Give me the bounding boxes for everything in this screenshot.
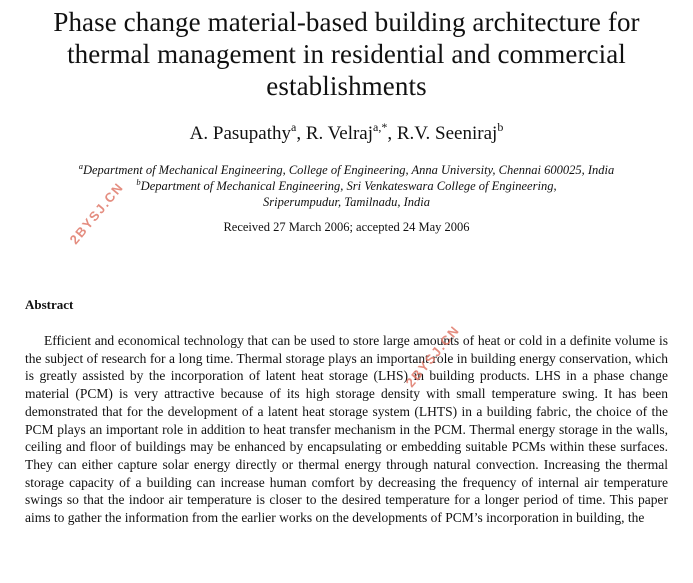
author-affiliation-mark: b	[497, 120, 504, 134]
abstract-heading: Abstract	[25, 297, 74, 312]
author-affiliation-mark: a	[291, 120, 297, 134]
abstract-body: Efficient and economical technology that can be used to store large amounts of heat or cold in a definite volume is the subject of research for a long time. Thermal storage plays an important role in building energy conservation, which is greatly assisted by the incorporation of latent heat storage (LHS) in building products. LHS in a phase change material (PCM) is very attractive because of its high storage density with small temperature swing. It has been demonstrated that for the development of a latent heat storage system (LHTS) in a building fabric, the choice of the PCM plays an important role in addition to heat transfer mechanism in the PCM. Thermal energy storage in the walls, ceiling and floor of buildings may be enhanced by encapsulating or embedding suitable PCMs within these surfaces. They can either capture solar energy directly or thermal energy through natural convection. Increasing the thermal storage capacity of a building can increase human comfort by decreasing the frequency of internal air temperature swings so that the indoor air temperature is closer to the desired temperature for a longer period of time. This paper aims to gather the information from the earlier works on the developments of PCM’s incorporation in building, the	[25, 333, 668, 526]
affiliation-b	[20, 178, 673, 210]
author-name: R.V. Seeniraj	[396, 123, 498, 144]
author-name: R. Velraj	[305, 123, 374, 144]
author-affiliation-mark: a,*	[373, 120, 388, 134]
affiliation-a	[20, 162, 673, 178]
watermark-stamp: 2BYSJ.CN	[66, 179, 127, 247]
affiliation-mark: b	[136, 177, 141, 187]
paper-title: Phase change material-based building architecture for thermal management in residential and commercial establishments	[53, 7, 640, 101]
affiliation-mark: a	[78, 161, 83, 171]
author-name: A. Pasupathy	[189, 123, 291, 144]
affiliation-text: Department of Mechanical Engineering, College of Engineering, Anna University, Chennai 600025, India	[82, 163, 615, 177]
affiliation-text: Department of Mechanical Engineering, Sri Venkateswara College of Engineering, Sriperumpudur, Tamilnadu, India	[140, 179, 557, 209]
watermark-stamp: 2BYSJ.CN	[402, 322, 463, 390]
received-dates: Received 27 March 2006; accepted 24 May 2006	[223, 220, 470, 234]
author-list: A. Pasupathy$^a$, R. Velraj$^{a,*}$, R.V. Seeniraj$^b$	[189, 120, 504, 144]
affiliations	[20, 162, 673, 210]
